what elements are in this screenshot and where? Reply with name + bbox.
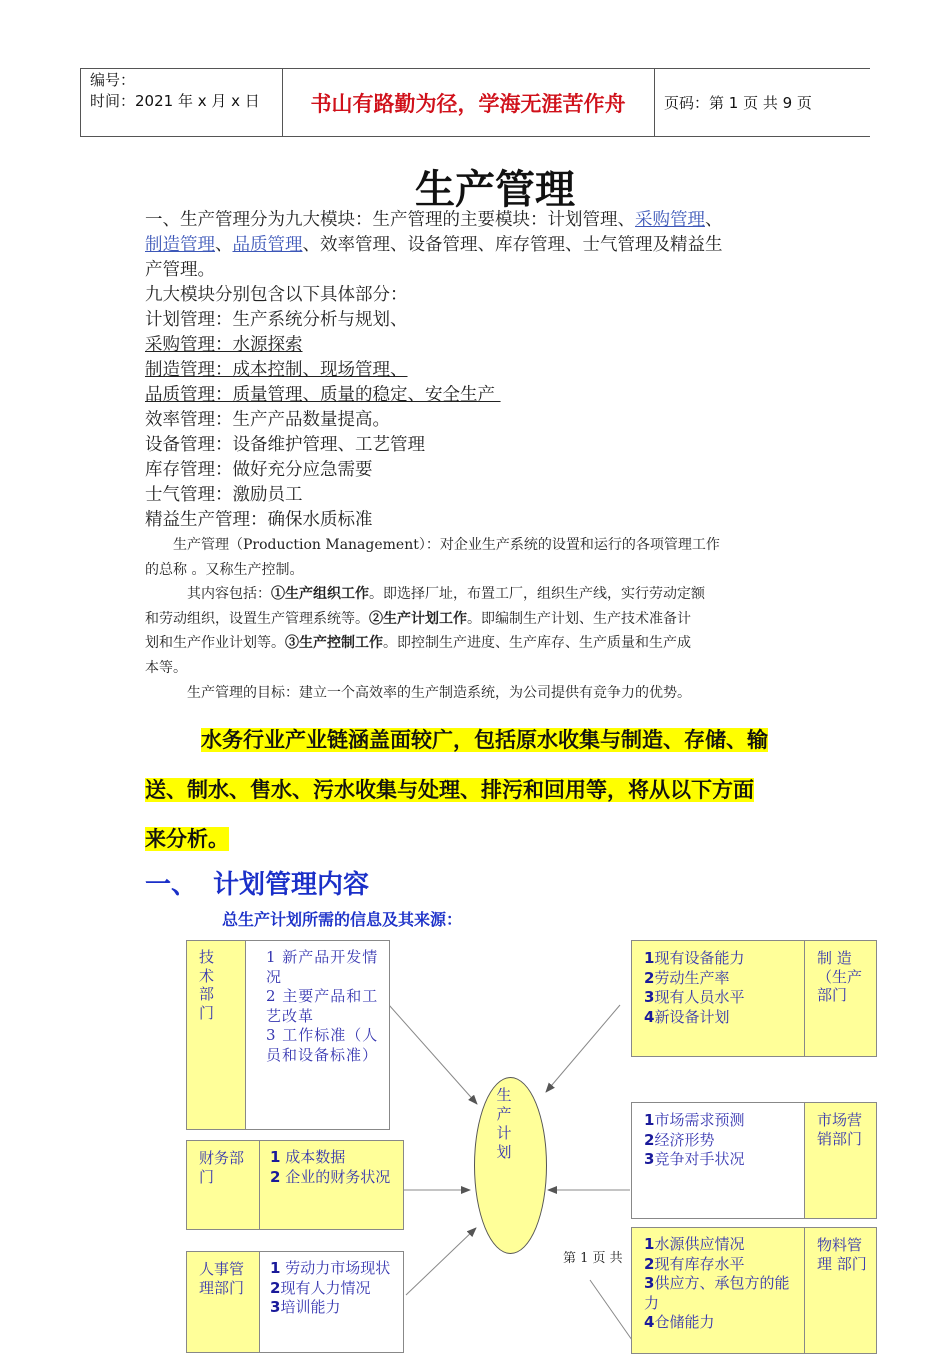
finance-item	[270, 1148, 395, 1168]
arrow-hr	[406, 1228, 476, 1295]
arrow-tech	[389, 1005, 477, 1104]
item-number: 2	[270, 1278, 281, 1297]
content-bold: ①生产组织工作	[271, 586, 369, 602]
box-hr-department	[186, 1251, 404, 1353]
hr-items	[260, 1252, 403, 1318]
box-finance-department	[186, 1140, 404, 1230]
finance-label: 财务部门	[199, 1149, 245, 1186]
market-item	[644, 1150, 798, 1170]
content-text: 和劳动组织，设置生产管理系统等。	[145, 610, 369, 627]
item-number: 3	[644, 1150, 655, 1168]
item-text: 供应方、承包方的能力	[644, 1274, 790, 1312]
item-number: 4	[644, 1007, 655, 1026]
mfg-item	[644, 949, 798, 969]
highlight-text: 水务行业产业链涵盖面较广，包括原水收集与制造、存储、输	[201, 728, 768, 752]
item-number: 2	[270, 1167, 281, 1186]
content-bold: ③生产控制工作	[285, 635, 383, 651]
tech-label: 技术部门	[199, 948, 215, 1022]
section-title: 计划管理内容	[213, 870, 370, 900]
item-text: 劳动生产率	[654, 968, 730, 987]
material-item	[644, 1255, 798, 1275]
definition-line: 的总称 。又称生产控制。	[145, 561, 304, 578]
hr-item	[270, 1259, 395, 1279]
content-text: 。即编制生产计划、生产技术准备计	[467, 610, 691, 627]
module-item: 库存管理：做好充分应急需要	[145, 460, 373, 480]
doc-time: 时间：2021 年 x 月 x 日	[90, 92, 260, 110]
item-number: 1	[270, 1259, 281, 1277]
tech-item: 1 新产品开发情况	[266, 948, 379, 986]
mfg-label: 制 造（生产部门	[817, 949, 863, 1004]
item-text: 新设备计划	[654, 1007, 730, 1026]
highlight-text: 送、制水、售水、污水收集与处理、排污和回用等，将从以下方面	[145, 777, 754, 802]
mfg-item	[644, 988, 798, 1008]
hr-item	[270, 1298, 395, 1318]
item-text: 仓储能力	[654, 1313, 715, 1331]
box-marketing-department	[631, 1102, 877, 1219]
module-item: 精益生产管理：确保水质标准	[145, 510, 373, 530]
module-item-text: 采购管理：水源探索	[145, 335, 303, 355]
highlight-text: 来分析。	[145, 827, 229, 851]
mfg-item	[644, 969, 798, 989]
arrow-material	[590, 1280, 632, 1340]
item-number: 2	[644, 1130, 655, 1149]
material-item	[644, 1274, 798, 1313]
intro-text: 、	[705, 210, 723, 230]
item-text: 市场需求预测	[654, 1111, 745, 1129]
production-plan-label: 生产计划	[496, 1086, 512, 1161]
section-number: 一、	[145, 870, 198, 900]
section-subtitle: 总生产计划所需的信息及其来源：	[222, 910, 463, 929]
page-footer: 第 1 页 共	[563, 1251, 623, 1266]
intro-line-3: 产管理。	[145, 260, 215, 280]
goal-text: 生产管理的目标：建立一个高效率的生产制造系统，为公司提供有竞争力的优势。	[187, 685, 691, 701]
header-motto: 书山有路勤为径，学海无涯苦作舟	[310, 91, 626, 116]
mfg-label-cell	[804, 941, 876, 1056]
module-item: 设备管理：设备维护管理、工艺管理	[145, 435, 425, 455]
market-item	[644, 1131, 798, 1151]
finance-item	[270, 1168, 395, 1188]
material-items-cell	[632, 1228, 804, 1353]
modules-heading: 九大模块分别包含以下具体部分：	[145, 285, 408, 305]
mfg-items-cell	[632, 941, 804, 1056]
market-items	[632, 1103, 804, 1170]
module-item: 效率管理：生产产品数量提高。	[145, 410, 390, 430]
finance-items-cell	[259, 1141, 403, 1229]
content-line: 本等。	[145, 659, 187, 676]
item-number: 1	[644, 1235, 655, 1253]
market-label: 市场营销部门	[817, 1111, 863, 1148]
hr-label: 人事管理部门	[199, 1260, 245, 1297]
material-item	[644, 1235, 798, 1255]
arrow-mfg	[546, 1005, 620, 1092]
hr-item	[270, 1279, 395, 1299]
link-purchase-management[interactable]: 采购管理	[635, 210, 705, 230]
box-material-department	[631, 1227, 877, 1354]
item-text: 企业的财务状况	[285, 1167, 391, 1186]
tech-label-cell	[187, 941, 245, 1129]
item-text: 现有设备能力	[654, 949, 745, 967]
content-text: 。即控制生产进度、生产库存、生产质量和生产成	[383, 635, 691, 651]
hr-label-cell	[187, 1252, 259, 1352]
header-page-info: 页码：第 1 页 共 9 页	[664, 94, 812, 112]
content-text: 划和生产作业计划等。	[145, 635, 285, 651]
finance-label-cell	[187, 1141, 259, 1229]
item-number: 1	[270, 1148, 281, 1166]
link-quality-management[interactable]: 品质管理	[232, 235, 303, 255]
tech-items	[246, 941, 389, 1065]
item-text: 水源供应情况	[654, 1235, 745, 1253]
module-item-text: 制造管理：成本控制、现场管理、	[145, 360, 408, 380]
market-items-cell	[632, 1103, 804, 1218]
item-number: 2	[644, 968, 655, 987]
box-tech-department	[186, 940, 390, 1130]
item-number: 2	[644, 1254, 655, 1273]
material-label-cell	[804, 1228, 876, 1353]
item-text: 现有库存水平	[654, 1254, 745, 1273]
market-label-cell	[804, 1103, 876, 1218]
module-item: 士气管理：激励员工	[145, 485, 303, 505]
content-text: 。即选择厂址，布置工厂，组织生产线，实行劳动定额	[369, 586, 705, 602]
item-number: 3	[644, 988, 655, 1006]
material-item	[644, 1313, 798, 1333]
item-number: 4	[644, 1313, 655, 1331]
intro-text: 一、生产管理分为九大模块：生产管理的主要模块：计划管理、	[145, 210, 635, 230]
item-text: 成本数据	[285, 1148, 346, 1166]
tech-item: 3 工作标准（人员和设备标准）	[266, 1026, 379, 1064]
intro-text: 、	[215, 235, 233, 255]
content-text: 其内容包括：	[187, 586, 271, 602]
item-text: 竞争对手状况	[654, 1150, 745, 1168]
tech-items-cell	[245, 941, 389, 1129]
link-manufacture-management[interactable]: 制造管理	[145, 235, 215, 255]
item-number: 1	[644, 949, 655, 967]
definition-text: 生产管理（Production Management）：对企业生产系统的设置和运行的各项管理工作	[173, 537, 720, 553]
item-text: 经济形势	[654, 1130, 715, 1149]
mfg-item	[644, 1008, 798, 1028]
mfg-items	[632, 941, 804, 1027]
item-text: 劳动力市场现状	[285, 1259, 391, 1277]
item-text: 现有人员水平	[654, 988, 745, 1006]
material-items	[632, 1228, 804, 1333]
hr-items-cell	[259, 1252, 403, 1352]
module-item-text: 品质管理：质量管理、质量的稳定、安全生产	[145, 385, 501, 405]
item-number: 1	[644, 1111, 655, 1129]
material-label: 物料管理 部门	[817, 1236, 867, 1273]
market-item	[644, 1111, 798, 1131]
page-title: 生产管理	[415, 167, 575, 213]
item-text: 现有人力情况	[280, 1278, 371, 1297]
content-bold: ②生产计划工作	[369, 610, 467, 627]
tech-item: 2 主要产品和工艺改革	[266, 987, 379, 1025]
item-number: 3	[270, 1298, 281, 1316]
module-item: 计划管理：生产系统分析与规划、	[145, 310, 408, 330]
doc-number: 编号：	[90, 71, 136, 89]
intro-text: 、效率管理、设备管理、库存管理、士气管理及精益生	[302, 235, 723, 255]
item-text: 培训能力	[280, 1298, 341, 1316]
finance-items	[260, 1141, 403, 1187]
item-number: 3	[644, 1274, 655, 1292]
box-manufacturing-department	[631, 940, 877, 1057]
